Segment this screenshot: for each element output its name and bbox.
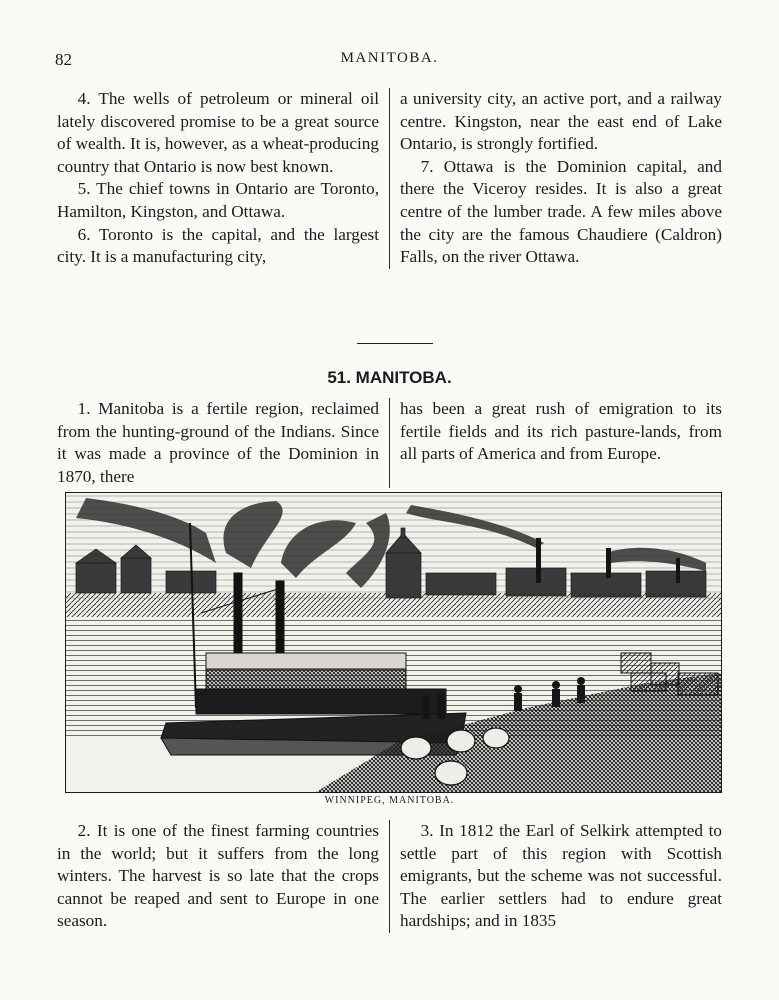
paragraph: has been a great rush of emigration to its fertile fields and its rich pasture-lands, from all parts of America and from Europe. [400,399,722,464]
winnipeg-engraving [65,492,722,793]
right-column [389,88,722,269]
top-text-block [57,88,722,269]
paragraph: 4. The wells of petroleum or mineral oil lately discovered promise to be a great source of wealth. It is, however, as a wheat-producing country that Ontario is now best known. [57,89,379,176]
running-title: MANITOBA. [340,50,439,66]
paragraph: 1. Manitoba is a fertile region, reclaimed from the hunting-ground of the Indians. Since it was made a province of the Dominion in 1870, there [57,399,379,486]
paragraph: 6. Toronto is the capital, and the largest city. It is a manufacturing city, [57,224,379,267]
left-column [57,88,389,269]
paragraph: 5. The chief towns in Ontario are Toronto, Hamilton, Kingston, and Ottawa. [57,179,379,221]
illustration-caption: WINNIPEG, MANITOBA. [324,795,455,806]
section-heading: 51. MANITOBA. [327,368,452,387]
bottom-text-block [57,820,722,933]
manitoba-text-block [57,398,722,488]
right-column [389,820,722,933]
paragraph: 7. Ottawa is the Dominion capital, and there the Viceroy resides. It is also a great centre of the lumber trade. A few miles above the city are the famous Chaudiere (Caldron) Falls, on the river Ottawa. [400,156,722,267]
paragraph: 2. It is one of the finest farming countries in the world; but it suffers from the long winters. The harvest is so late that the crops cannot be reaped and sent to Europe in one season. [57,821,379,931]
paragraph: 3. In 1812 the Earl of Selkirk attempted to settle part of this region with Scottish emigrants, but the scheme was not successful. The earlier settlers had to endure great hardships; and in 1835 [400,821,722,931]
left-column [57,398,389,488]
paragraph: a university city, an active port, and a railway centre. Kingston, near the east end of Lake Ontario, is strongly fortified. [400,89,722,154]
left-column [57,820,389,933]
section-divider [357,343,433,344]
right-column [389,398,722,488]
page-number: 82 [55,50,72,69]
